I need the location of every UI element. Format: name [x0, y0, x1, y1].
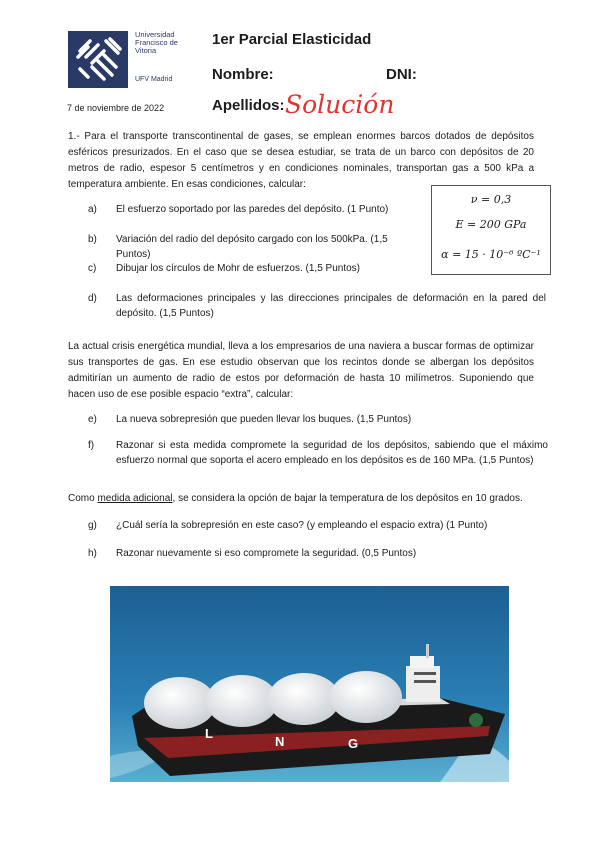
- question-letter: f): [88, 440, 95, 451]
- question-letter: a): [88, 204, 97, 215]
- additional-underlined: medida adicional: [97, 493, 173, 504]
- question-letter: e): [88, 414, 97, 425]
- question-text: El esfuerzo soportado por las paredes del depósito. (1 Punto): [116, 204, 389, 215]
- exam-date: 7 de noviembre de 2022: [67, 103, 165, 113]
- poisson-ratio: ν = 0,3: [470, 193, 512, 206]
- apellidos-label: Apellidos:: [212, 97, 285, 114]
- exam-title: 1er Parcial Elasticidad: [212, 31, 372, 48]
- dni-label: DNI:: [386, 66, 417, 83]
- question-text: Variación del radio del depósito cargado con los 500kPa. (1,5 Puntos): [116, 234, 388, 260]
- hull-letter-n: N: [275, 734, 285, 749]
- nombre-label: Nombre:: [212, 66, 274, 83]
- university-name: Universidad Francisco de Vitoria: [135, 30, 178, 55]
- problem-intro: 1.- Para el transporte transcontinental de gases, se emplean enormes barcos dotados de depósitos esféricos presurizados. En el caso que se desea estudiar, se trata de un barco con depósitos de 20 metros de radio, espesor 5 centímetros y en condiciones nominales, transportan gas a 500 kPa a temperatura ambiente. En esas condiciones, calcular:: [68, 131, 534, 190]
- logo-emblem-icon: [68, 31, 128, 88]
- question-letter: g): [88, 520, 97, 531]
- question-text: Razonar nuevamente si eso compromete la seguridad. (0,5 Puntos): [116, 548, 417, 559]
- additional-suffix: , se considera la opción de bajar la temperatura de los depósitos en 10 grados.: [172, 493, 523, 504]
- crisis-statement: La actual crisis energética mundial, lleva a los empresarios de una naviera a buscar formas de optimizar sus transportes de gas. En ese estudio observan que los recintos donde se albergan los depósitos admitirían un aumento de radio de estos por deformación de hasta 10 milímetros. Suponiendo que hacen uso de ese posible espacio “extra”, calcular:: [68, 341, 534, 400]
- additional-measure: [68, 491, 538, 506]
- hull-letter-g: G: [348, 736, 359, 751]
- question-letter: d): [88, 293, 97, 304]
- university-logo: [68, 31, 128, 88]
- question-f: [88, 438, 548, 470]
- thermal-expansion: α = 15 · 10⁻⁶ ºC⁻¹: [441, 248, 541, 261]
- question-text: Las deformaciones principales y las direcciones principales de deformación en la pared del depósito. (1,5 Puntos): [116, 293, 546, 319]
- question-text: La nueva sobrepresión que pueden llevar los buques. (1,5 Puntos): [116, 414, 412, 425]
- lng-ship-photo: [110, 586, 509, 782]
- young-modulus: E = 200 GPa: [455, 218, 527, 231]
- question-text: ¿Cuál sería la sobrepresión en este caso? (y empleando el espacio extra) (1 Punto): [116, 520, 488, 531]
- hull-letter-l: L: [205, 726, 213, 741]
- handwritten-solution: Solución: [285, 90, 395, 119]
- question-letter: h): [88, 548, 97, 559]
- campus-label: UFV Madrid: [135, 76, 173, 83]
- question-text: Dibujar los círculos de Mohr de esfuerzos. (1,5 Puntos): [116, 263, 360, 274]
- question-letter: b): [88, 234, 97, 245]
- question-letter: c): [88, 263, 97, 274]
- question-text: Razonar si esta medida compromete la seguridad de los depósitos, sabiendo que el máximo esfuerzo normal que soporta el acero empleado en los depósitos es de 160 MPa. (1,5 Puntos): [116, 440, 548, 466]
- question-d: [88, 291, 548, 323]
- material-constants-box: [431, 185, 551, 275]
- lng-carrier-ship-image: [110, 586, 509, 782]
- additional-prefix: Como: [68, 493, 98, 504]
